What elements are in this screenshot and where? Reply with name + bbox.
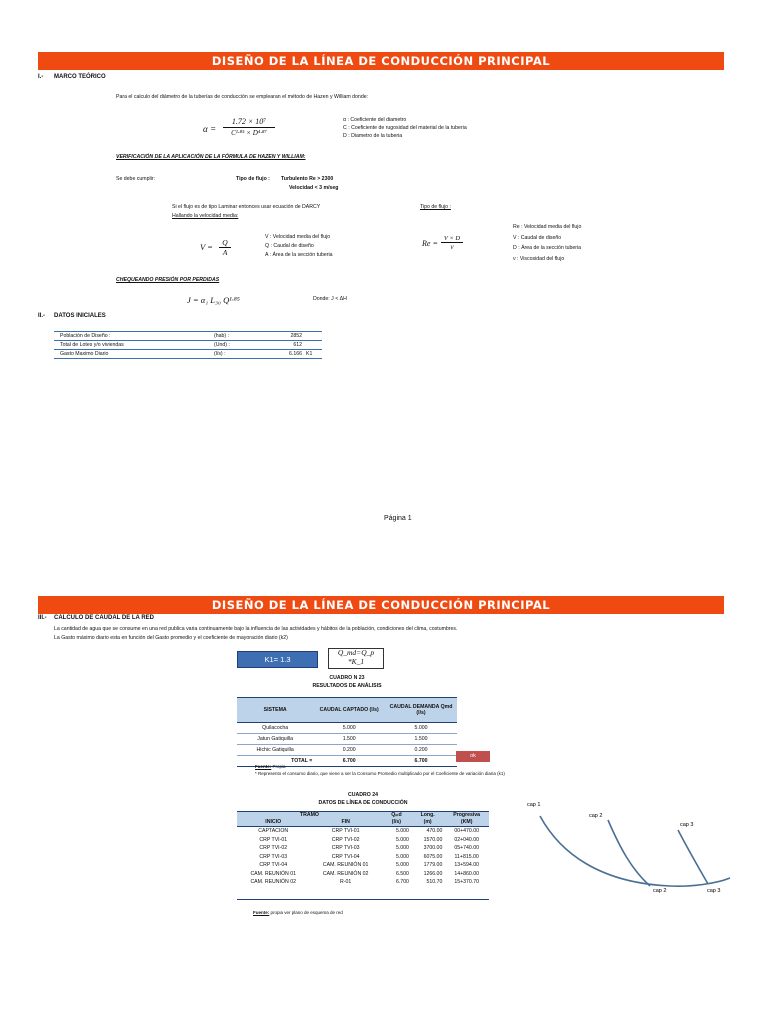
cell-fin: CRP TVI-01 [331,828,360,834]
table-row [237,853,489,862]
cuadro23-header-captado: CAUDAL CAPTADO (l/s) [313,698,385,723]
fuente2 [253,910,343,915]
fuente2-text: propia ver plano de esquema de red [270,910,343,915]
cell-inicio: CRP TVI-04 [259,862,288,868]
sec1-title: MARCO TEÓRICO [54,74,106,80]
cell-captado: 1.500 [313,734,385,745]
legend-alpha-2: D : Diametro de la tuberia [343,133,403,139]
datos-unit: (Und) : [214,342,230,348]
cell-fin: CRP TVI-03 [331,845,360,851]
cell-q: 5.000 [395,845,409,851]
cell-demanda: 0.200 [385,745,457,756]
cell-sistema: Jatun Gatiquilla [237,734,313,745]
table-row [237,870,489,879]
se-debe-text: Se debe cumplir: [116,176,155,182]
note1: * Represento el consumo diario, que viene a ser la Consumo Promedio multiplicado por el Coeficiente de variación diaria (k1) [255,771,505,776]
cell-prog: 13+594.00 [454,862,479,868]
datos-extra [304,332,322,341]
para1: La cantidad de agua que se consume en una red publica varia continuamente bajo la influencia de las actividades y hábitos de la población, condiciones del clima, costumbres. [54,626,458,632]
cuadro23-header-sistema: SISTEMA [237,698,313,723]
legend-alpha-0: α : Coeficiente del diametro [343,117,407,123]
cell-prog: 02+040.00 [454,836,479,843]
tipo-flujo-label: Tipo de flujo : [236,176,270,182]
total-captado: 6.700 [313,756,385,767]
cell-prog: 15+370.70 [444,878,489,899]
fuente2-label: Fuente: [253,910,270,915]
sketch-label-cap2-top: cap 2 [589,813,603,819]
cuadro23-header-demanda: CAUDAL DEMANDA Qmd (l/s) [385,698,457,723]
sketch-line-cap3 [678,830,708,884]
datos-extra [304,341,322,350]
cell-fin: CRP TVI-02 [331,836,360,843]
formula-v-lhs: V = [200,242,213,252]
para2: La Gasto máximo diario esta en función del Gasto promedio y el coeficiente de mayoración diario (k2) [54,635,288,641]
formula-re-lhs: Re = [422,239,438,248]
cell-inicio: CRP TVI-02 [259,845,288,851]
cell-inicio: CRP TVI-01 [259,836,288,843]
sec1-num: I.- [38,74,44,80]
legend-alpha [343,116,467,140]
cuadro23-subtitle: RESULTADOS DE ANÁLISIS [312,683,382,689]
formula-j: J = α₁ L₃₀ Q¹·⁸⁵ [187,295,240,305]
cell-long: 510.70 [411,878,444,899]
ok-badge: ok [456,751,490,762]
network-sketch [520,798,740,902]
cell-fin: R-01 [309,878,381,899]
formula-alpha-lhs: α = [203,124,217,134]
tipo-flujo-right: Tipo de flujo : [420,204,451,210]
cell-prog: 00+470.00 [454,828,479,834]
laminar-note: Si el flujo es de tipo Laminar entonces usar ecuación de DARCY [172,204,321,210]
velocidad-text: Velocidad < 3 m/seg [289,185,339,191]
formula-v-den: A [222,248,228,257]
cell-inicio: CRP TVI-03 [259,853,288,860]
cuadro24-title: CUADRO 24 [348,792,378,798]
cell-long: 6075.00 [423,853,443,860]
datos-label: Total de Lotes y/o viviendas [60,342,124,348]
sec3-num: III.- [38,615,47,621]
datos-label: Población de Diseño : [60,333,111,339]
header-long-unit: (m) [411,819,444,827]
intro-text: Para el calculo del diámetro de la tuberías de conducción se emplearan el método de Hazen y William donde: [116,94,369,100]
datos-table [54,331,322,359]
cell-q: 5.000 [395,836,409,843]
cell-fin: CRP TVI-04 [331,853,360,860]
header-q: Qₘd [382,812,411,820]
sketch-line-cap1 [540,816,730,886]
cheq-title: CHEQUEANDO PRESIÓN POR PERDIDAS [116,277,220,283]
cell-sistema: Hichic Gatiquilla [237,745,313,756]
header-prog-unit: (KM) [444,819,489,827]
table-row [237,861,489,870]
cell-q: 5.000 [395,853,409,860]
formula-re-num: V × D [443,235,461,242]
header-inicio: INICIO [237,819,309,827]
cell-prog: 11+815.00 [454,853,479,860]
formula-v-num: Q [222,238,228,247]
page-number: Página 1 [384,515,412,522]
cell-demanda: 5.000 [385,723,457,734]
header-tramo: TRAMO [237,812,382,820]
datos-value: 2852 [290,333,302,339]
cuadro23-title: CUADRO N 23 [329,675,365,681]
cell-long: 1779.00 [423,862,443,868]
fuente1-label: Fuente: [255,764,272,769]
datos-unit: (l/s) : [214,351,226,357]
header-fin: FIN [309,819,381,827]
cell-inicio: CAM. REUNIÓN 02 [237,878,309,899]
verif-title: VERIFICACIÓN DE LA APLICACIÓN DE LA FÓRMULA DE HAZEN Y WILLIAM: [116,154,306,160]
cell-prog: 05+740.00 [454,845,479,851]
cell-long: 3700.00 [423,845,443,851]
k1-box: K1= 1.3 [237,651,318,668]
cell-long: 1570.00 [423,836,443,843]
legend-re [513,222,581,264]
table-row [237,827,489,836]
formula-re-den: ν [450,243,454,251]
legend-v-2: A : Área de la sección tuberia [265,252,333,258]
datos-row [54,341,322,350]
cell-long: 470.00 [426,828,443,834]
legend-re-1: V : Caudal de diseño [513,234,562,241]
legend-alpha-1: C : Coeficiente de rugosidad del material de la tuberia [343,125,467,131]
cuadro24-subtitle: DATOS DE LÍNEA DE CONDUCCIÓN [318,800,408,806]
sketch-label-cap1: cap 1 [527,802,541,808]
table-row [237,723,457,734]
sec2-title: DATOS INICIALES [54,313,106,319]
cell-sistema: Quilacocha [237,723,313,734]
datos-row [54,332,322,341]
sketch-label-cap3-bottom: cap 3 [707,888,721,894]
legend-re-0: Re : Velocidad media del flujo [513,224,582,230]
table-row [237,745,457,756]
cuadro23-table [237,697,457,767]
cell-prog: 14+860.00 [454,870,479,877]
sketch-label-cap3-top: cap 3 [680,822,694,828]
legend-re-2: D : Área de la sección tuberia [513,245,582,251]
cell-captado: 0.200 [313,745,385,756]
header-q-unit: (l/s) [382,819,411,827]
datos-extra: K1 [306,351,313,357]
k1-formula: Q_md=Q_p *K_1 [328,648,384,669]
datos-unit: (hab) : [214,333,229,339]
cell-inicio: CAM. REUNIÓN 01 [250,870,296,877]
legend-re-3: ν : Viscosidad del flujo [513,255,565,262]
cell-q: 5.000 [395,828,409,834]
header-prog: Progresiva [444,812,489,820]
cell-fin: CAM. REUNIÓN 02 [322,870,369,877]
datos-value: 612 [293,342,302,348]
cell-q: 5.000 [395,862,409,868]
cell-fin: CAM. REUNIÓN 01 [322,862,369,868]
page1-banner: DISEÑO DE LA LÍNEA DE CONDUCCIÓN PRINCIPAL [38,52,724,70]
table-row [237,734,457,745]
cell-long: 1266.00 [423,870,443,877]
total-label: TOTAL = [237,756,313,767]
table-row [237,836,489,845]
cell-captado: 5.000 [313,723,385,734]
page2-banner: DISEÑO DE LA LÍNEA DE CONDUCCIÓN PRINCIPAL [38,596,724,614]
hallando-text: Hallando la velocidad media: [172,213,239,219]
fuente1 [255,764,286,769]
legend-v-0: V : Velocidad media del flujo [265,234,331,240]
table-row [237,878,489,899]
header-long: Long. [411,812,444,820]
cell-q: 6.700 [382,878,411,899]
datos-row [54,350,322,359]
legend-v-1: Q : Caudal de diseño [265,243,314,249]
sketch-label-cap2-bottom: cap 2 [653,888,667,894]
cell-demanda: 1.500 [385,734,457,745]
table-row [237,844,489,853]
donde-text: Donde: J < ΔH [313,296,347,302]
fuente1-text: Propia [272,764,286,769]
formula-alpha-num: 1.72 × 10⁷ [231,117,267,126]
sec3-title: CALCULO DE CAUDAL DE LA RED [54,615,154,621]
cuadro24-table [237,811,489,900]
cell-q: 6.500 [395,870,409,877]
cell-inicio: CAPTACION [258,828,289,834]
legend-v [265,233,332,260]
turbulento-text: Turbulento Re > 2300 [281,176,334,182]
total-demanda: 6.700 [385,756,457,767]
formula-alpha-den: C¹·⁸⁵ × D⁴·⁸⁷ [231,129,267,137]
sec2-num: II.- [38,313,45,319]
datos-label: Gasto Maximo Diario [60,351,109,357]
datos-value: 6.166 [289,351,302,357]
